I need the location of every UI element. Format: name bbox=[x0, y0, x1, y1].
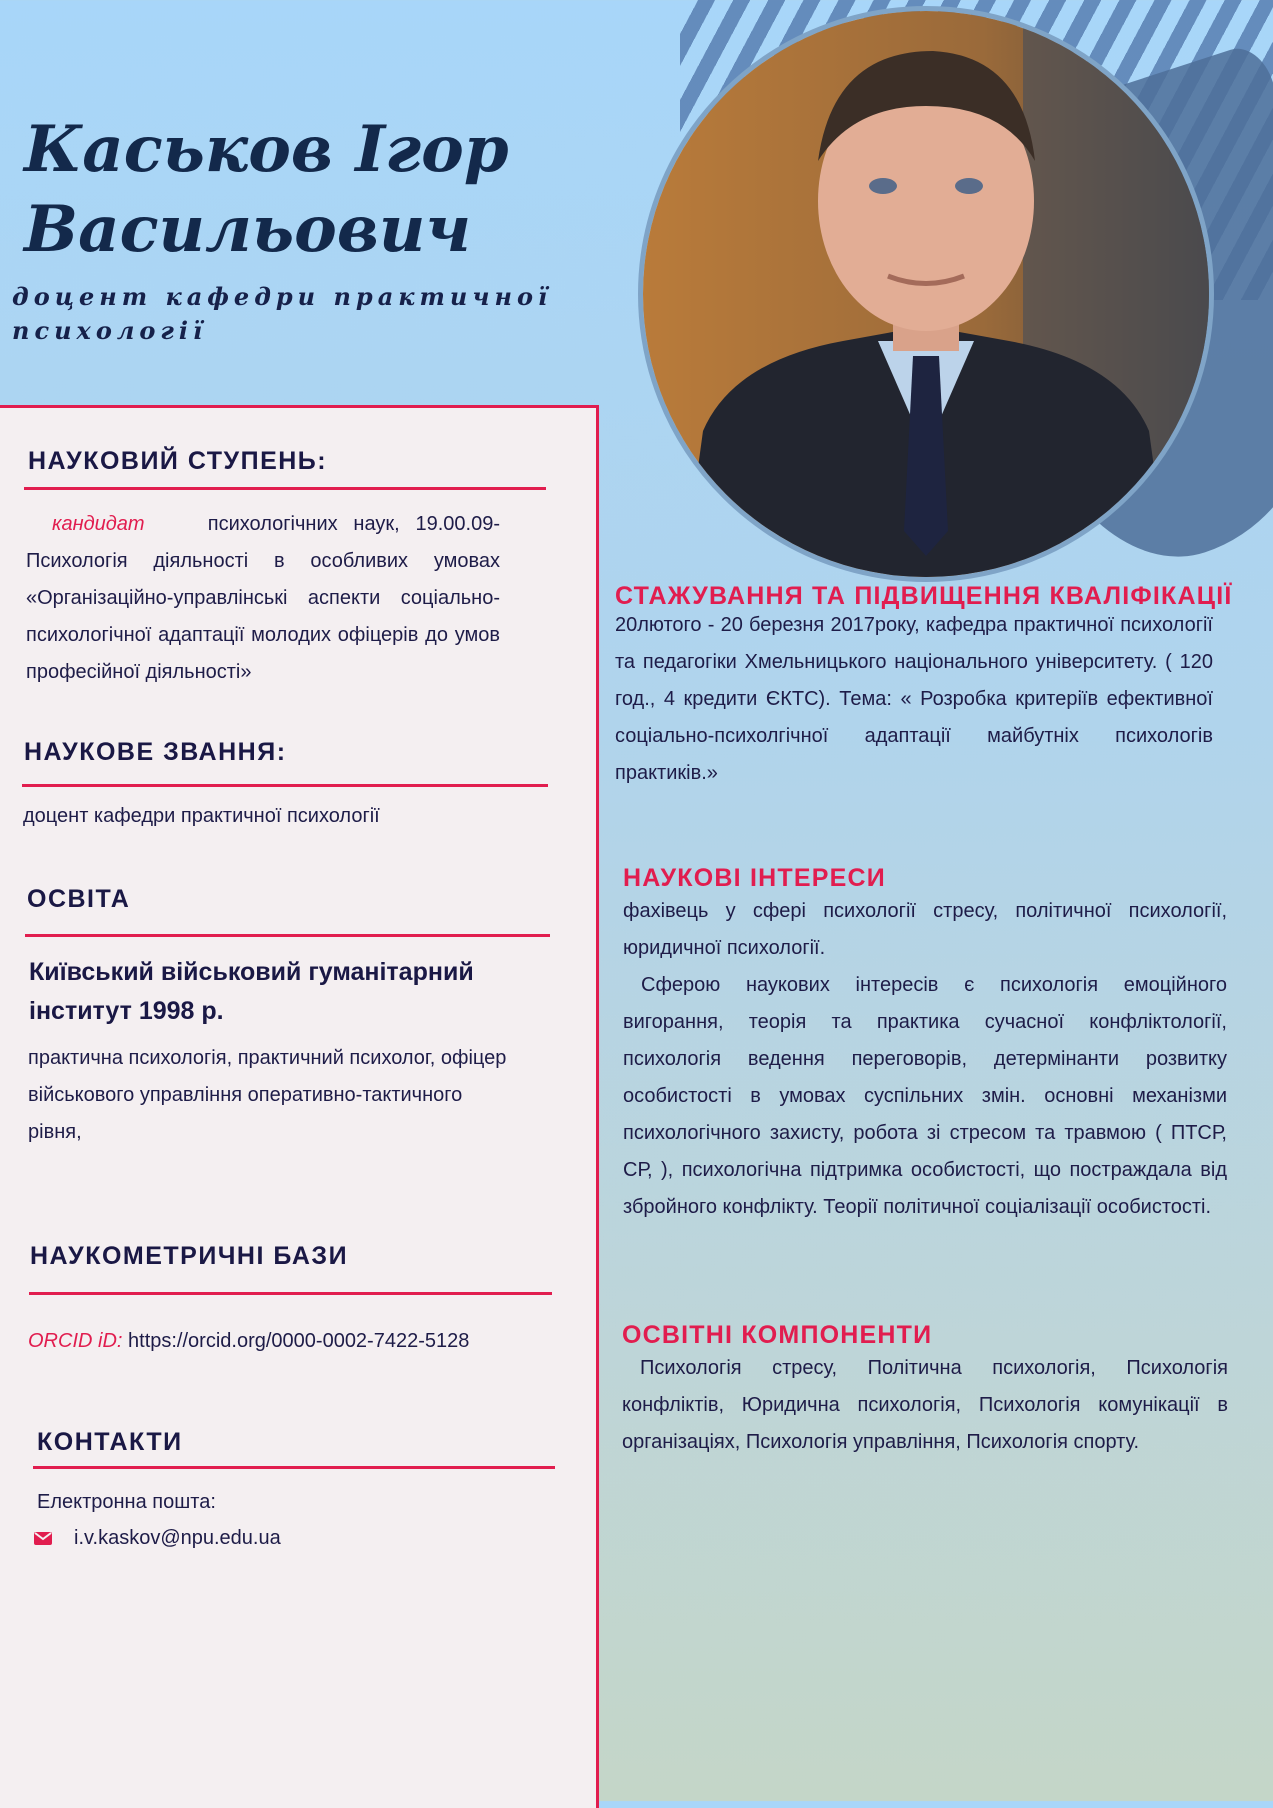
education-details: практична психологія, практичний психолог, офіцер військового управління оперативно-тактичного рівня, bbox=[28, 1047, 507, 1143]
orcid-link[interactable]: https://orcid.org/0000-0002-7422-5128 bbox=[128, 1330, 470, 1352]
email-label: Електронна пошта: bbox=[37, 1491, 216, 1513]
mail-icon-glyph bbox=[34, 1532, 52, 1545]
education-institution: Київський військовий гуманітарний інститут 1998 р. bbox=[29, 958, 474, 1025]
interests-title: НАУКОВІ ІНТЕРЕСИ bbox=[623, 864, 886, 892]
mail-icon bbox=[34, 1532, 52, 1545]
degree-description: психологічних наук, 19.00.09- Психологія діяльності в особливих умовах «Організаційно-управлінські аспекти соціально-психологічної адаптації молодих офіцерів до умов професійної діяльності» bbox=[26, 513, 500, 683]
databases-divider bbox=[29, 1292, 552, 1295]
rank-text: доцент кафедри практичної психології bbox=[23, 805, 380, 827]
rank-title: НАУКОВЕ ЗВАННЯ: bbox=[24, 738, 287, 766]
email-link[interactable]: i.v.kaskov@npu.edu.ua bbox=[74, 1527, 281, 1549]
degree-title: НАУКОВИЙ СТУПЕНЬ: bbox=[28, 447, 328, 475]
person-position: доцент кафедри практичної психології bbox=[12, 282, 553, 345]
internship-text: 20лютого - 20 березня 2017року, кафедра практичної психології та педагогіки Хмельницького національного університету. ( 120 год., 4 кредити ЄКТС). Тема: « Розробка критеріїв ефективної соціально-психолгічної адаптації майбутніх психологів практиків.» bbox=[615, 614, 1213, 784]
interests-paragraph-1: фахівець у сфері психології стресу, політичної психології, юридичної психології. bbox=[623, 900, 1227, 959]
interests-paragraph-2: Сферою наукових інтересів є психологія емоційного вигорання, теорія та практика сучасної конфліктології, психологія ведення переговорів, детермінанти розвитку особистості в умовах суспільних змін. основні механізми психологічного захисту, робота зі стресом та травмою ( ПТСР, СР, ), психологічна підтримка особистості, що постраждала від збройного конфлікту. Теорії політичної соціалізації особистості. bbox=[623, 974, 1227, 1218]
degree-text bbox=[26, 506, 500, 691]
rank-divider bbox=[22, 784, 548, 787]
orcid-line bbox=[28, 1323, 568, 1360]
contacts-title: КОНТАКТИ bbox=[37, 1428, 183, 1456]
contacts-divider bbox=[33, 1466, 555, 1469]
education-title: ОСВІТА bbox=[27, 885, 131, 913]
degree-divider bbox=[24, 487, 546, 490]
components-text: Психологія стресу, Політична психологія, Психологія конфліктів, Юридична психологія, Психологія комунікації в організаціях, Психологія управління, Психологія спорту. bbox=[622, 1357, 1228, 1453]
education-divider bbox=[25, 934, 550, 937]
portrait-illustration bbox=[643, 11, 1209, 577]
databases-title: НАУКОМЕТРИЧНІ БАЗИ bbox=[30, 1242, 349, 1270]
portrait-photo bbox=[638, 6, 1214, 582]
orcid-label: ORCID iD: bbox=[28, 1330, 123, 1352]
person-name: Каськов Ігор Васильович bbox=[24, 112, 509, 267]
degree-highlight: кандидат bbox=[52, 513, 145, 535]
components-title: ОСВІТНІ КОМПОНЕНТИ bbox=[622, 1321, 933, 1349]
internship-title: СТАЖУВАННЯ ТА ПІДВИЩЕННЯ КВАЛІФІКАЦІЇ bbox=[615, 582, 1233, 610]
